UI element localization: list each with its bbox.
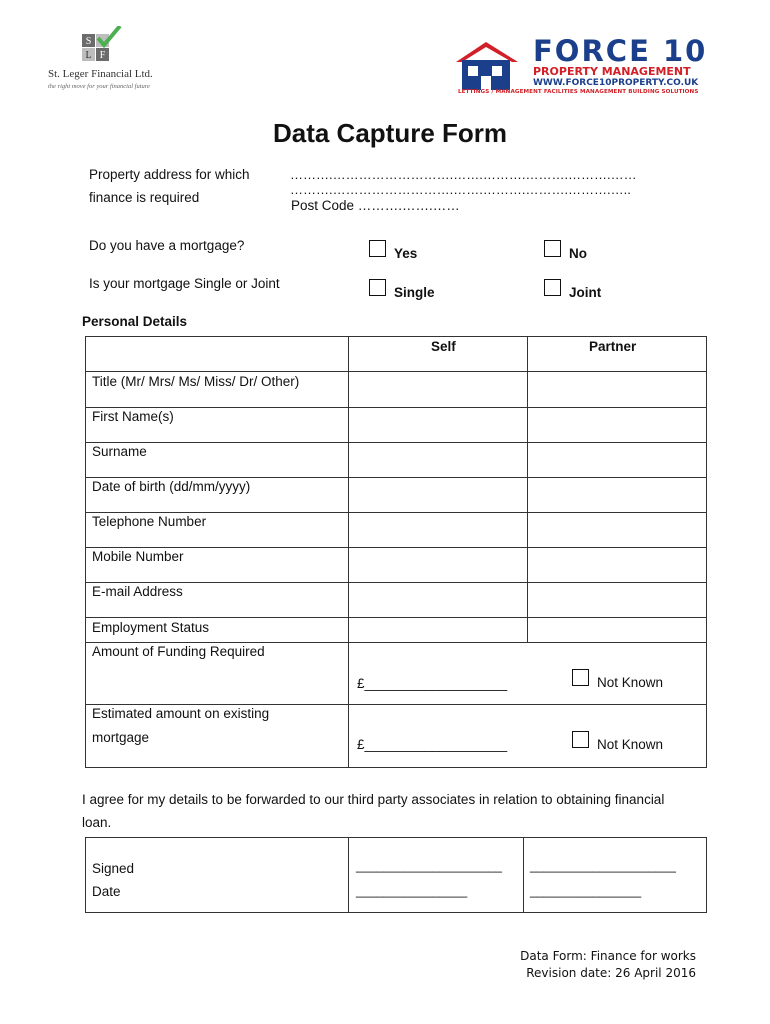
slf-company-name: St. Leger Financial Ltd. (48, 68, 153, 80)
mortgage-question: Do you have a mortgage? (89, 238, 245, 253)
mortgage-type-question: Is your mortgage Single or Joint (89, 276, 280, 291)
consent-text-line1: I agree for my details to be forwarded to our third party associates in relation to obtaining financial (82, 792, 665, 807)
slf-letter-s: S (85, 36, 92, 47)
yes-label: Yes (394, 246, 418, 261)
row-funding: Amount of Funding Required (92, 644, 265, 659)
row-dob: Date of birth (dd/mm/yyyy) (92, 479, 251, 494)
slf-letter-l: L (85, 50, 92, 61)
footer-form-name: Data Form: Finance for works (520, 949, 696, 963)
funding-not-known-checkbox[interactable] (572, 669, 589, 686)
slf-tagline: the right move for your financial future (48, 83, 150, 90)
slf-letter-f: F (99, 50, 106, 61)
col-self: Self (431, 339, 456, 354)
partner-date-field[interactable]: ________________ (530, 884, 642, 898)
house-icon (452, 38, 522, 94)
form-title: Data Capture Form (272, 118, 508, 148)
yes-checkbox[interactable] (369, 240, 386, 257)
self-signature-field[interactable]: _____________________ (356, 859, 502, 873)
joint-checkbox[interactable] (544, 279, 561, 296)
row-email: E-mail Address (92, 584, 183, 599)
force10-url: WWW.FORCE10PROPERTY.CO.UK (533, 78, 699, 88)
address-field-line1[interactable]: ……….……………………….…….……….……….……….…… (290, 167, 637, 182)
single-label: Single (394, 285, 435, 300)
row-first-name: First Name(s) (92, 409, 174, 424)
date-label: Date (92, 884, 121, 899)
funding-amount-field[interactable]: £___________________ (357, 676, 508, 691)
consent-text-line2: loan. (82, 815, 112, 830)
row-mobile: Mobile Number (92, 549, 184, 564)
row-surname: Surname (92, 444, 147, 459)
single-checkbox[interactable] (369, 279, 386, 296)
signed-label: Signed (92, 861, 135, 876)
footer-revision-date: Revision date: 26 April 2016 (526, 966, 696, 980)
row-existing-line1: Estimated amount on existing (92, 706, 270, 721)
row-title: Title (Mr/ Mrs/ Ms/ Miss/ Dr/ Other) (92, 374, 300, 389)
postcode-field[interactable]: Post Code ……….…….…… (291, 198, 460, 213)
force10-services: LETTINGS / MANAGEMENT FACILITIES MANAGEMENT BUILDING SOLUTIONS (458, 89, 699, 95)
address-label-line2: finance is required (89, 190, 200, 205)
self-date-field[interactable]: ________________ (356, 884, 468, 898)
no-label: No (569, 246, 587, 261)
existing-amount-field[interactable]: £___________________ (357, 737, 508, 752)
address-field-line2[interactable]: ……….……………………….…….……….……….……….….. (290, 182, 631, 197)
row-existing-line2: mortgage (92, 730, 150, 745)
row-employment: Employment Status (92, 620, 210, 635)
existing-not-known-label: Not Known (597, 737, 664, 752)
col-partner: Partner (589, 339, 637, 354)
force10-subtitle: PROPERTY MANAGEMENT (533, 65, 691, 78)
row-telephone: Telephone Number (92, 514, 207, 529)
joint-label: Joint (569, 285, 602, 300)
partner-signature-field[interactable]: _____________________ (530, 859, 676, 873)
no-checkbox[interactable] (544, 240, 561, 257)
funding-not-known-label: Not Known (597, 675, 664, 690)
existing-not-known-checkbox[interactable] (572, 731, 589, 748)
personal-details-heading: Personal Details (82, 314, 188, 329)
force10-brand: FORCE 10 (533, 34, 708, 68)
address-label-line1: Property address for which (89, 167, 250, 182)
